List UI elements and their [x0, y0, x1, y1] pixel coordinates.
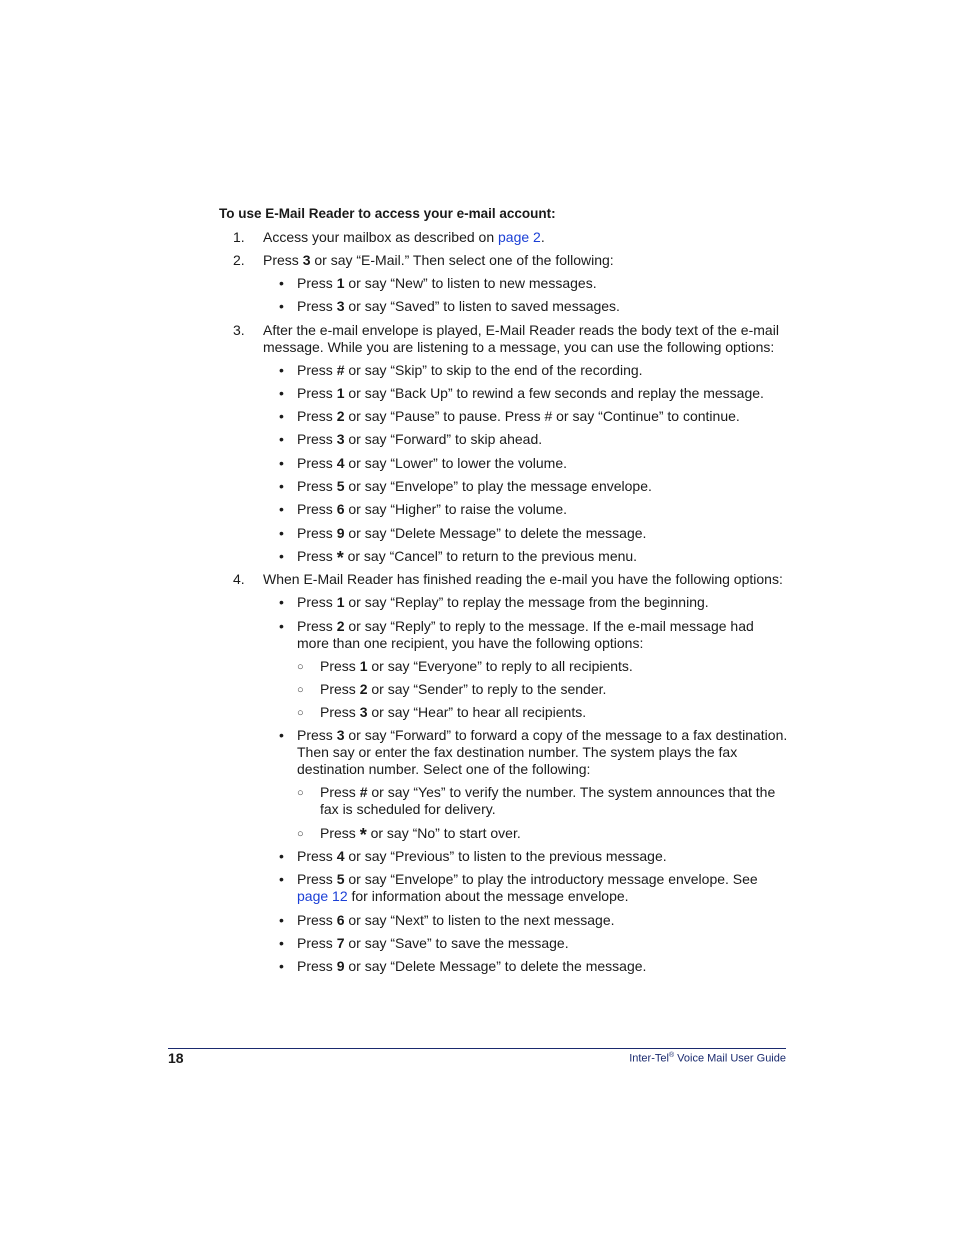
bullet-item [263, 408, 789, 425]
key-label: 2 [336, 617, 345, 634]
option-text: or say “Replay” to replay the message from the beginning. [344, 594, 709, 611]
bullet-icon: • [279, 384, 284, 401]
key-label: 3 [336, 727, 345, 744]
key-label: 6 [336, 501, 345, 518]
bullet-item [263, 431, 789, 448]
key-label: 4 [336, 454, 345, 471]
press-word: Press [297, 275, 337, 291]
bullet-icon: • [279, 478, 284, 495]
press-word: Press [297, 431, 337, 448]
sub-option-item [297, 784, 789, 818]
bullet-icon: • [279, 911, 284, 928]
bullet-item [263, 501, 789, 518]
bullet-item [263, 547, 789, 568]
key-label: 1 [336, 384, 345, 401]
step-4 [219, 571, 789, 975]
procedure-heading: To use E-Mail Reader to access your e-mail account: [219, 206, 556, 221]
bullet-list [263, 361, 789, 568]
option-text: or say “Yes” to verify the number. The system announces that the fax is scheduled for delivery. [320, 784, 776, 818]
sub-option-list [297, 658, 789, 722]
step-2 [219, 252, 789, 315]
step-text: Press 3 or say “E-Mail.” Then select one of the following: [263, 252, 614, 268]
steps-list [219, 229, 789, 975]
bullet-icon: • [279, 934, 284, 951]
step-1 [219, 229, 789, 246]
bullet-icon: • [279, 431, 284, 448]
circle-bullet-icon: ○ [297, 707, 304, 720]
bullet-item [263, 958, 789, 975]
press-word: Press [297, 298, 337, 315]
bullet-icon: • [279, 848, 284, 865]
key-label: # [359, 784, 368, 801]
key-label: 2 [336, 408, 345, 425]
bullet-item [263, 848, 789, 865]
press-word: Press [297, 454, 337, 471]
footer-rule [168, 1048, 786, 1049]
press-word: Press [297, 871, 337, 888]
key-label: # [336, 361, 345, 378]
press-word: Press [297, 934, 337, 951]
option-text: or say “Skip” to skip to the end of the recording. [344, 361, 643, 378]
key-label: 5 [336, 478, 345, 495]
step-3 [219, 321, 789, 568]
step-number: 1. [233, 229, 245, 245]
bullet-icon: • [279, 298, 284, 315]
bullet-icon: • [279, 524, 284, 541]
bullet-item [263, 455, 789, 472]
press-word: Press [297, 408, 337, 425]
press-word: Press [297, 384, 337, 401]
press-word: Press [297, 524, 337, 541]
bullet-list [263, 594, 789, 975]
bullet-item [263, 727, 789, 845]
option-text: or say “Saved” to listen to saved messages. [344, 298, 620, 315]
key-label: 1 [359, 657, 368, 674]
press-word: Press [297, 361, 337, 378]
press-word: Press [320, 824, 360, 841]
press-word: Press [297, 727, 337, 744]
bullet-item [263, 912, 789, 929]
option-text: or say “New” to listen to new messages. [344, 275, 597, 291]
star-key: * [336, 547, 344, 568]
press-word: Press [297, 478, 337, 495]
star-key: * [359, 824, 367, 845]
bullet-icon: • [279, 958, 284, 975]
option-text: or say “Sender” to reply to the sender. [367, 680, 607, 697]
bullet-list [263, 275, 789, 315]
bullet-icon: • [279, 871, 284, 888]
option-text: or say “Forward” to skip ahead. [344, 431, 543, 448]
sub-option-item [297, 824, 789, 845]
bullet-item [263, 525, 789, 542]
option-text: or say “Delete Message” to delete the message. [344, 958, 647, 975]
bullet-item [263, 871, 789, 905]
option-text: or say “Back Up” to rewind a few seconds and replay the message. [344, 384, 764, 401]
bullet-icon: • [279, 454, 284, 471]
key-label: 1 [336, 594, 345, 611]
option-text: or say “Cancel” to return to the previous menu. [343, 547, 638, 564]
option-text: or say “Reply” to reply to the message. If the e-mail message had more than one recipient, you have the following options: [297, 617, 754, 651]
press-word: Press [297, 547, 337, 564]
registered-mark: ® [668, 1052, 675, 1059]
step-text: After the e-mail envelope is played, E-Mail Reader reads the body text of the e-mail message. While you are listening to a message, you can use the following options: [263, 321, 779, 355]
press-word: Press [297, 958, 337, 975]
bullet-item [263, 362, 789, 379]
bullet-item [263, 385, 789, 402]
key-label: 3 [359, 704, 368, 721]
bullet-item [263, 478, 789, 495]
bullet-icon: • [279, 727, 284, 744]
bullet-icon: • [279, 361, 284, 378]
press-word: Press [320, 784, 360, 801]
sub-option-item [297, 681, 789, 698]
press-word: Press [320, 680, 360, 697]
step-text-end: . [540, 229, 545, 245]
page-2-link[interactable]: page 2 [498, 229, 541, 245]
bullet-icon: • [279, 501, 284, 518]
key-label: 5 [336, 871, 345, 888]
bullet-item [263, 298, 789, 315]
key-label: 1 [336, 275, 345, 291]
bullet-icon: • [279, 594, 284, 611]
key-label: 6 [336, 911, 345, 928]
key-label: 3 [336, 298, 345, 315]
step-text: Access your mailbox as described on [263, 229, 498, 245]
key-label: 3 [302, 252, 311, 268]
option-text: or say “Envelope” to play the introductory message envelope. See [344, 871, 758, 888]
bullet-item [263, 618, 789, 722]
option-text: or say “Delete Message” to delete the message. [344, 524, 647, 541]
sub-option-item [297, 658, 789, 675]
circle-bullet-icon: ○ [297, 827, 304, 840]
circle-bullet-icon: ○ [297, 660, 304, 673]
bullet-icon: • [279, 408, 284, 425]
option-text: or say “Previous” to listen to the previous message. [344, 848, 667, 865]
press-word: Press [320, 657, 360, 674]
key-label: 9 [336, 958, 345, 975]
press-word: Press [297, 501, 337, 518]
press-word: Press [297, 911, 337, 928]
key-label: 3 [336, 431, 345, 448]
bullet-icon: • [279, 275, 284, 291]
footer-page-number: 18 [168, 1050, 184, 1066]
footer-title-brand: Inter-Tel [629, 1052, 669, 1065]
press-word: Press [320, 704, 360, 721]
step-number: 2. [233, 252, 245, 268]
bullet-item [263, 275, 789, 292]
option-text: or say “Next” to listen to the next message. [344, 911, 615, 928]
option-text-end: for information about the message envelope. [347, 888, 629, 905]
sub-option-item [297, 704, 789, 721]
footer-title [629, 1052, 786, 1065]
option-text: or say “Envelope” to play the message envelope. [344, 478, 652, 495]
option-text: or say “Higher” to raise the volume. [344, 501, 568, 518]
step-number: 3. [233, 321, 245, 338]
press-word: Press [297, 617, 337, 634]
circle-bullet-icon: ○ [297, 787, 304, 800]
option-text: or say “No” to start over. [366, 824, 521, 841]
option-text: or say “Pause” to pause. Press # or say “Continue” to continue. [344, 408, 740, 425]
press-word: Press [297, 594, 337, 611]
step-text: When E-Mail Reader has finished reading the e-mail you have the following options: [263, 571, 783, 588]
sub-option-list [297, 784, 789, 845]
page-content [219, 205, 789, 982]
bullet-icon: • [279, 547, 284, 564]
option-text: or say “Everyone” to reply to all recipients. [367, 657, 633, 674]
option-text: or say “Save” to save the message. [344, 934, 569, 951]
press-word: Press [297, 848, 337, 865]
option-text: or say “Forward” to forward a copy of the message to a fax destination. Then say or enter the fax destination number. The system plays the fax destination number. Select one of the following: [297, 727, 788, 778]
key-label: 4 [336, 848, 345, 865]
key-label: 9 [336, 524, 345, 541]
bullet-icon: • [279, 617, 284, 634]
option-text: or say “Hear” to hear all recipients. [367, 704, 587, 721]
page-12-link[interactable]: page 12 [297, 888, 348, 905]
option-text: or say “Lower” to lower the volume. [344, 454, 568, 471]
key-label: 7 [336, 934, 345, 951]
circle-bullet-icon: ○ [297, 683, 304, 696]
footer-title-rest: Voice Mail User Guide [674, 1052, 786, 1065]
step-number: 4. [233, 571, 245, 588]
key-label: 2 [359, 680, 368, 697]
bullet-item [263, 594, 789, 611]
bullet-item [263, 935, 789, 952]
